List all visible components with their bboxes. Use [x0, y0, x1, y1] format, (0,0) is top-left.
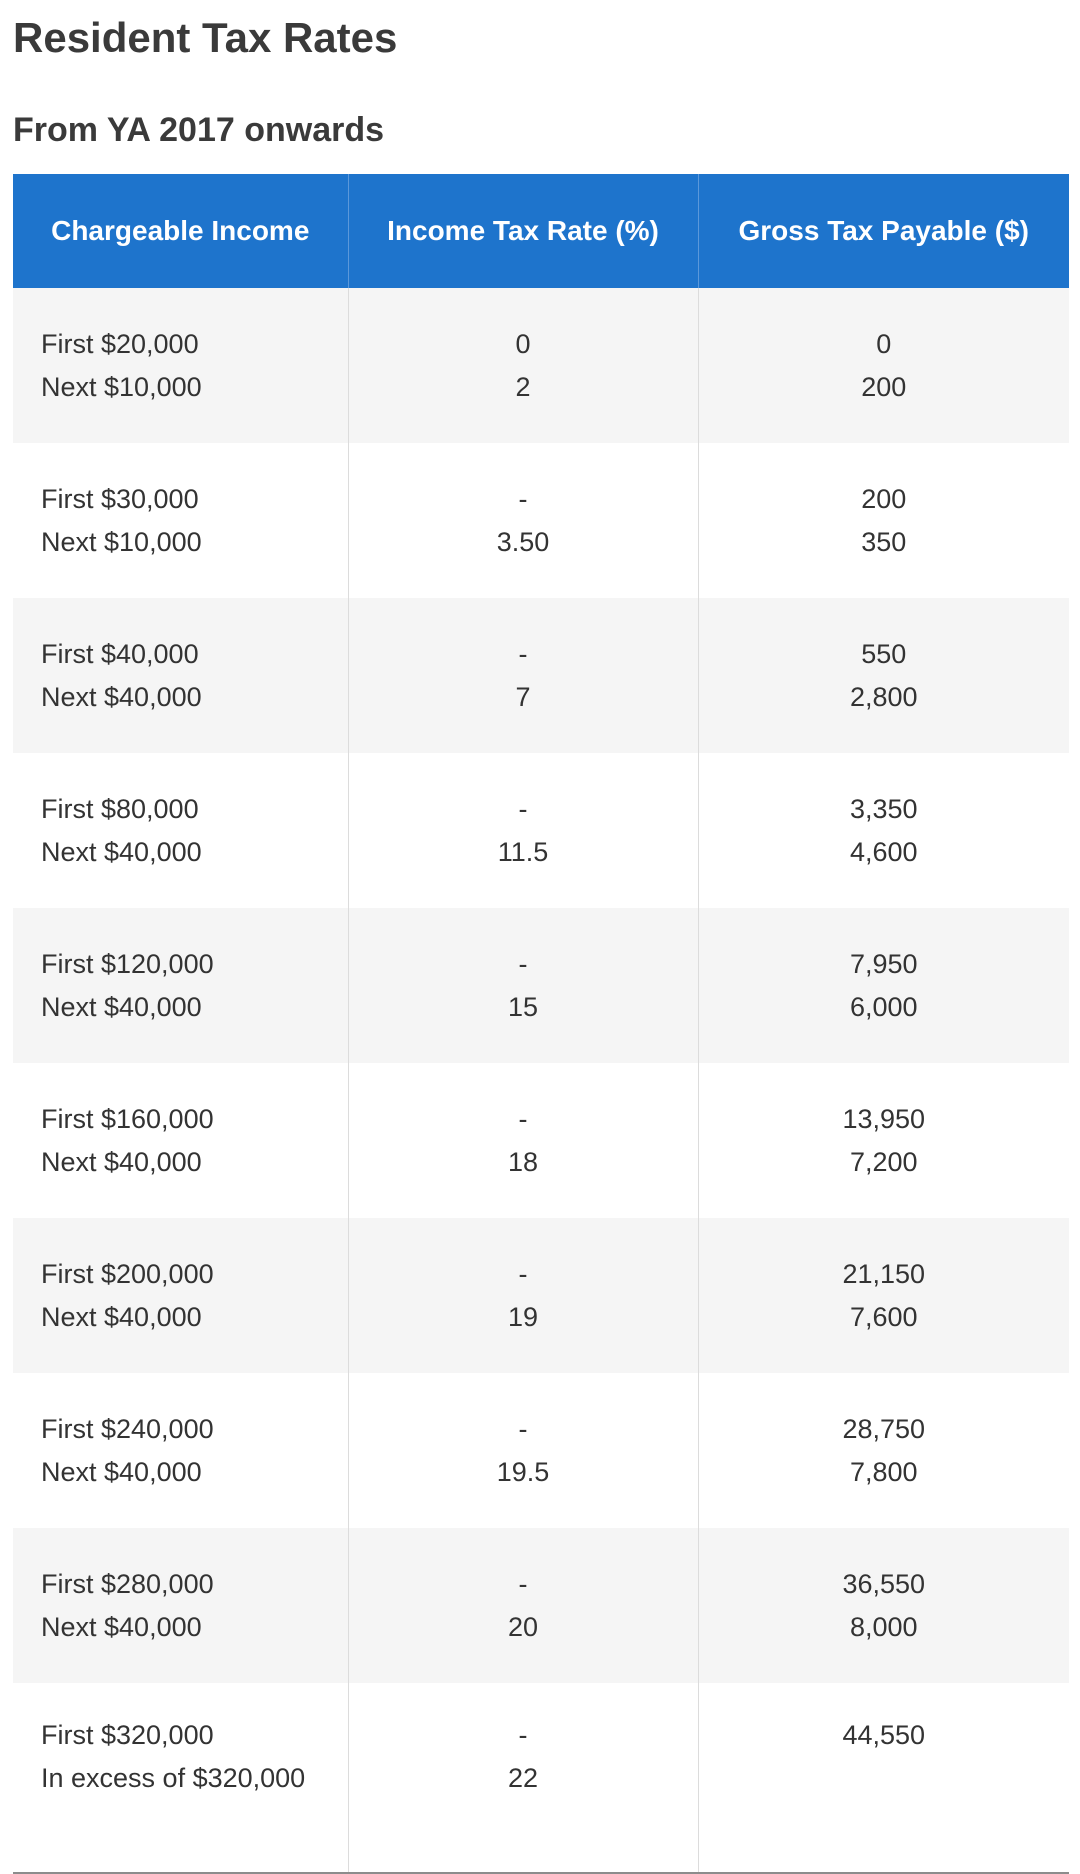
gross-tax-payable-value: 21,150	[842, 1258, 926, 1289]
gross-tax-payable-cell	[698, 753, 1069, 908]
gross-tax-payable-value: 200	[861, 483, 907, 514]
income-tax-rate-value: 2	[515, 371, 531, 402]
gross-tax-payable-value: 28,750	[842, 1413, 926, 1444]
chargeable-income-value: First $160,000	[41, 1103, 214, 1134]
gross-tax-payable-value: 2,800	[849, 681, 918, 712]
gross-tax-payable-cell	[698, 1218, 1069, 1373]
chargeable-income-cell	[13, 908, 348, 1063]
chargeable-income-value: Next $40,000	[41, 1611, 202, 1642]
chargeable-income-value: First $20,000	[41, 328, 199, 359]
table-row	[13, 288, 1069, 443]
income-tax-rate-value: 20	[507, 1611, 539, 1642]
income-tax-rate-value: 7	[515, 681, 531, 712]
gross-tax-payable-cell	[698, 1373, 1069, 1528]
gross-tax-payable-value: 7,600	[849, 1301, 918, 1332]
income-tax-rate-value: 19	[507, 1301, 539, 1332]
gross-tax-payable-value: 6,000	[849, 991, 918, 1022]
chargeable-income-value: First $30,000	[41, 483, 199, 514]
header-row	[13, 174, 1069, 288]
table-row	[13, 908, 1069, 1063]
income-tax-rate-cell	[348, 443, 698, 598]
gross-tax-payable-value: 8,000	[849, 1611, 918, 1642]
income-tax-rate-value: -	[518, 1413, 528, 1444]
table-row	[13, 443, 1069, 598]
income-tax-rate-value: 19.5	[496, 1456, 550, 1487]
income-tax-rate-value: -	[518, 1103, 528, 1134]
income-tax-rate-cell	[348, 908, 698, 1063]
table-header	[13, 174, 1069, 288]
income-tax-rate-value: -	[518, 638, 528, 669]
chargeable-income-value: First $40,000	[41, 638, 199, 669]
section-title: From YA 2017 onwards	[13, 111, 385, 149]
income-tax-rate-value: 15	[507, 991, 539, 1022]
gross-tax-payable-cell	[698, 1063, 1069, 1218]
chargeable-income-value: First $120,000	[41, 948, 214, 979]
income-tax-rate-value: -	[518, 1568, 528, 1599]
gross-tax-payable-cell	[698, 1528, 1069, 1683]
chargeable-income-cell	[13, 443, 348, 598]
table-row	[13, 753, 1069, 908]
chargeable-income-value: Next $40,000	[41, 1456, 202, 1487]
tax-rates-table	[13, 174, 1069, 1874]
chargeable-income-cell	[13, 1683, 348, 1873]
gross-tax-payable-value: 550	[861, 638, 907, 669]
gross-tax-payable-value	[699, 1757, 1070, 1800]
income-tax-rate-cell	[348, 1063, 698, 1218]
header-income-tax-rate: Income Tax Rate (%)	[348, 174, 698, 288]
income-tax-rate-cell	[348, 1528, 698, 1683]
gross-tax-payable-value: 7,950	[849, 948, 918, 979]
chargeable-income-value: Next $40,000	[41, 1301, 202, 1332]
chargeable-income-value: Next $10,000	[41, 526, 202, 557]
chargeable-income-value: Next $40,000	[41, 991, 202, 1022]
chargeable-income-value: Next $40,000	[41, 836, 202, 867]
chargeable-income-cell	[13, 1218, 348, 1373]
gross-tax-payable-cell	[698, 443, 1069, 598]
chargeable-income-value: In excess of $320,000	[41, 1763, 306, 1793]
chargeable-income-cell	[13, 753, 348, 908]
income-tax-rate-cell	[348, 598, 698, 753]
chargeable-income-cell	[13, 1528, 348, 1683]
gross-tax-payable-cell	[698, 908, 1069, 1063]
income-tax-rate-value: -	[518, 1258, 528, 1289]
income-tax-rate-value: 0	[515, 328, 531, 359]
chargeable-income-value: First $320,000	[41, 1720, 214, 1750]
table-row	[13, 1373, 1069, 1528]
chargeable-income-value: First $80,000	[41, 793, 199, 824]
income-tax-rate-cell	[348, 1218, 698, 1373]
income-tax-rate-cell	[348, 753, 698, 908]
gross-tax-payable-value: 36,550	[842, 1568, 926, 1599]
income-tax-rate-cell	[348, 1683, 698, 1873]
gross-tax-payable-value: 7,800	[849, 1456, 918, 1487]
chargeable-income-cell	[13, 288, 348, 443]
gross-tax-payable-value: 4,600	[849, 836, 918, 867]
chargeable-income-value: Next $40,000	[41, 681, 202, 712]
chargeable-income-cell	[13, 1063, 348, 1218]
gross-tax-payable-value: 13,950	[842, 1103, 926, 1134]
gross-tax-payable-value: 200	[861, 371, 907, 402]
chargeable-income-value: First $200,000	[41, 1258, 214, 1289]
gross-tax-payable-value: 44,550	[842, 1720, 926, 1750]
table-row	[13, 1683, 1069, 1873]
income-tax-rate-value: 18	[507, 1146, 539, 1177]
chargeable-income-cell	[13, 1373, 348, 1528]
income-tax-rate-value: -	[518, 793, 528, 824]
chargeable-income-value: Next $40,000	[41, 1146, 202, 1177]
chargeable-income-value: Next $10,000	[41, 371, 202, 402]
table-body	[13, 288, 1069, 1873]
table-row	[13, 598, 1069, 753]
income-tax-rate-value: -	[518, 1720, 528, 1750]
gross-tax-payable-value: 3,350	[849, 793, 918, 824]
income-tax-rate-cell	[348, 288, 698, 443]
page-title: Resident Tax Rates	[13, 14, 398, 61]
header-gross-tax-payable: Gross Tax Payable ($)	[698, 174, 1069, 288]
table-row	[13, 1528, 1069, 1683]
gross-tax-payable-value: 350	[861, 526, 907, 557]
chargeable-income-value: First $240,000	[41, 1413, 214, 1444]
chargeable-income-value: First $280,000	[41, 1568, 214, 1599]
chargeable-income-cell	[13, 598, 348, 753]
income-tax-rate-cell	[348, 1373, 698, 1528]
gross-tax-payable-cell	[698, 288, 1069, 443]
gross-tax-payable-cell	[698, 598, 1069, 753]
table-row	[13, 1218, 1069, 1373]
gross-tax-payable-value: 7,200	[849, 1146, 918, 1177]
table-row	[13, 1063, 1069, 1218]
income-tax-rate-value: 22	[507, 1763, 539, 1793]
income-tax-rate-value: -	[518, 483, 528, 514]
gross-tax-payable-value: 0	[876, 328, 892, 359]
income-tax-rate-value: -	[518, 948, 528, 979]
income-tax-rate-value: 3.50	[496, 526, 550, 557]
gross-tax-payable-cell	[698, 1683, 1069, 1873]
income-tax-rate-value: 11.5	[497, 836, 549, 867]
header-chargeable-income: Chargeable Income	[13, 174, 348, 288]
